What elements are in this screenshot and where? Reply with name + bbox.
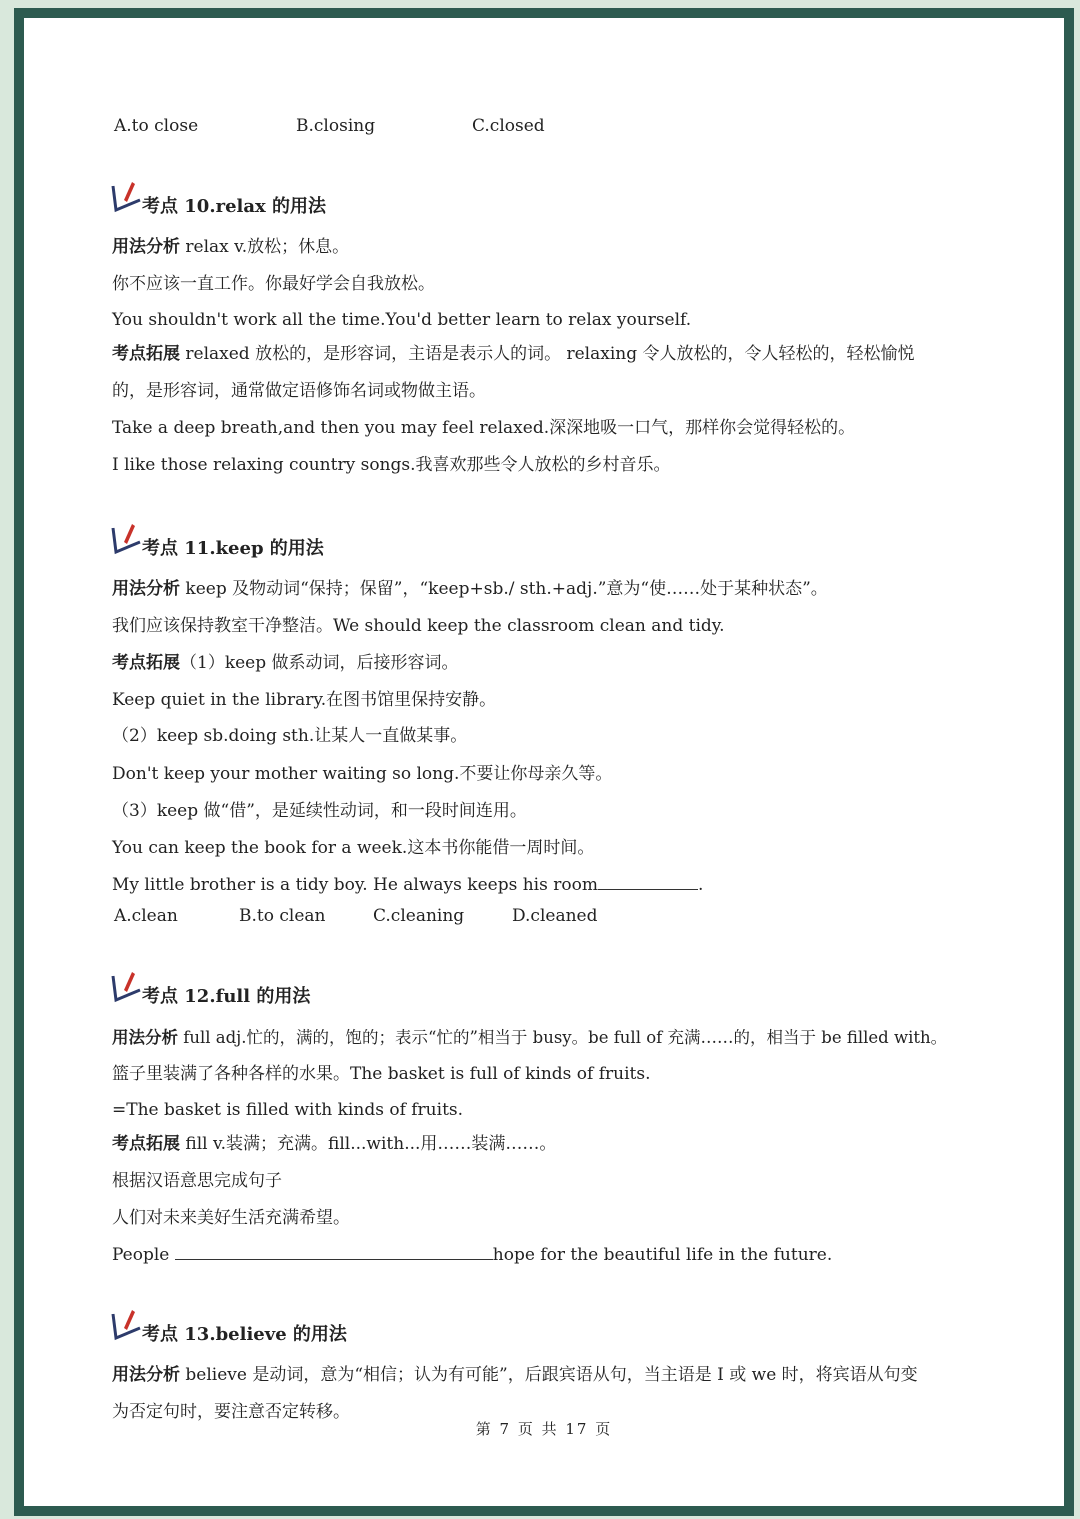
section-title: 考点 13.believe 的用法	[142, 1324, 347, 1345]
task-end: hope for the beautiful life in the future.	[492, 1245, 833, 1265]
analysis-text-cont: 为否定句时，要注意否定转移。	[112, 1402, 350, 1422]
analysis-text: relax v.放松；休息。	[180, 237, 350, 257]
example-sentence: Keep quiet in the library.在图书馆里保持安静。	[112, 690, 497, 710]
extension-line	[112, 652, 994, 674]
option-a: A.clean	[114, 906, 178, 926]
page-frame	[14, 8, 1074, 1516]
task-start: People	[112, 1245, 170, 1265]
pencil-check-icon	[110, 520, 142, 556]
extension-text: fill v.装满；充满。fill...with...用……装满……。	[180, 1134, 557, 1154]
analysis-label: 用法分析	[112, 1365, 180, 1385]
analysis-line	[112, 1364, 994, 1386]
analysis-text: believe 是动词，意为“相信；认为有可能”，后跟宾语从句，当主语是 I 或 we 时，将宾语从句变	[180, 1365, 918, 1385]
option-d: D.cleaned	[512, 906, 598, 926]
question-line	[112, 873, 994, 896]
analysis-line	[112, 578, 994, 600]
point-text: （3）keep 做“借”，是延续性动词，和一段时间连用。	[112, 801, 527, 821]
page-number: 第 7 页 共 17 页	[475, 1420, 613, 1438]
example-cn: 你不应该一直工作。你最好学会自我放松。	[112, 274, 435, 294]
analysis-label: 用法分析	[112, 1028, 178, 1047]
example-sentence: Take a deep breath,and then you may feel relaxed.深深地吸一口气，那样你会觉得轻松的。	[112, 418, 856, 438]
task-instruction: 根据汉语意思完成句子	[112, 1171, 282, 1191]
option-b: B.closing	[296, 116, 376, 136]
pencil-check-icon	[110, 178, 142, 214]
extension-line	[112, 1133, 994, 1155]
example-sentence: 篮子里装满了各种各样的水果。The basket is full of kinds of fruits.	[112, 1064, 651, 1084]
pencil-check-icon	[110, 1306, 142, 1342]
extension-line	[112, 343, 994, 365]
document-page	[34, 18, 1054, 1506]
extension-text: （1）keep 做系动词，后接形容词。	[180, 653, 459, 673]
section-title: 考点 10.relax 的用法	[142, 196, 327, 217]
analysis-label: 用法分析	[112, 237, 180, 257]
section-title: 考点 12.full 的用法	[142, 986, 311, 1007]
extension-label: 考点拓展	[112, 1134, 180, 1154]
question-text: My little brother is a tidy boy. He always keeps his room	[112, 875, 598, 895]
option-a: A.to close	[114, 116, 199, 136]
pencil-check-icon	[110, 968, 142, 1004]
analysis-line	[112, 1027, 994, 1049]
example-en: You shouldn't work all the time.You'd better learn to relax yourself.	[112, 310, 692, 330]
example-sentence: 我们应该保持教室干净整洁。We should keep the classroom clean and tidy.	[112, 616, 725, 636]
example-sentence: I like those relaxing country songs.我喜欢那些令人放松的乡村音乐。	[112, 455, 671, 475]
task-chinese: 人们对未来美好生活充满希望。	[112, 1208, 350, 1228]
extension-label: 考点拓展	[112, 653, 180, 673]
option-c: C.cleaning	[373, 906, 465, 926]
extension-label: 考点拓展	[112, 344, 180, 364]
analysis-text: full adj.忙的，满的，饱的；表示“忙的”相当于 busy。be full of 充满……的，相当于 be filled with。	[178, 1028, 948, 1047]
analysis-line	[112, 236, 994, 258]
example-sentence: Don't keep your mother waiting so long.不要让你母亲久等。	[112, 764, 613, 784]
example-sentence: =The basket is filled with kinds of fruits.	[112, 1100, 464, 1120]
option-c: C.closed	[472, 116, 545, 136]
analysis-text: keep 及物动词“保持；保留”，“keep+sb./ sth.+adj.”意为“使……处于某种状态”。	[180, 579, 828, 599]
section-title: 考点 11.keep 的用法	[142, 538, 324, 559]
example-sentence: You can keep the book for a week.这本书你能借一周时间。	[112, 838, 595, 858]
extension-text: relaxed 放松的，是形容词，主语是表示人的词。 relaxing 令人放松的，令人轻松的，轻松愉悦	[180, 344, 915, 364]
point-text: （2）keep sb.doing sth.让某人一直做某事。	[112, 726, 468, 746]
analysis-label: 用法分析	[112, 579, 180, 599]
task-line	[112, 1243, 994, 1266]
question-end: .	[697, 875, 704, 895]
extension-text-cont: 的，是形容词，通常做定语修饰名词或物做主语。	[112, 381, 486, 401]
answer-blank[interactable]	[175, 1243, 493, 1260]
option-b: B.to clean	[239, 906, 326, 926]
answer-blank[interactable]	[598, 873, 698, 890]
